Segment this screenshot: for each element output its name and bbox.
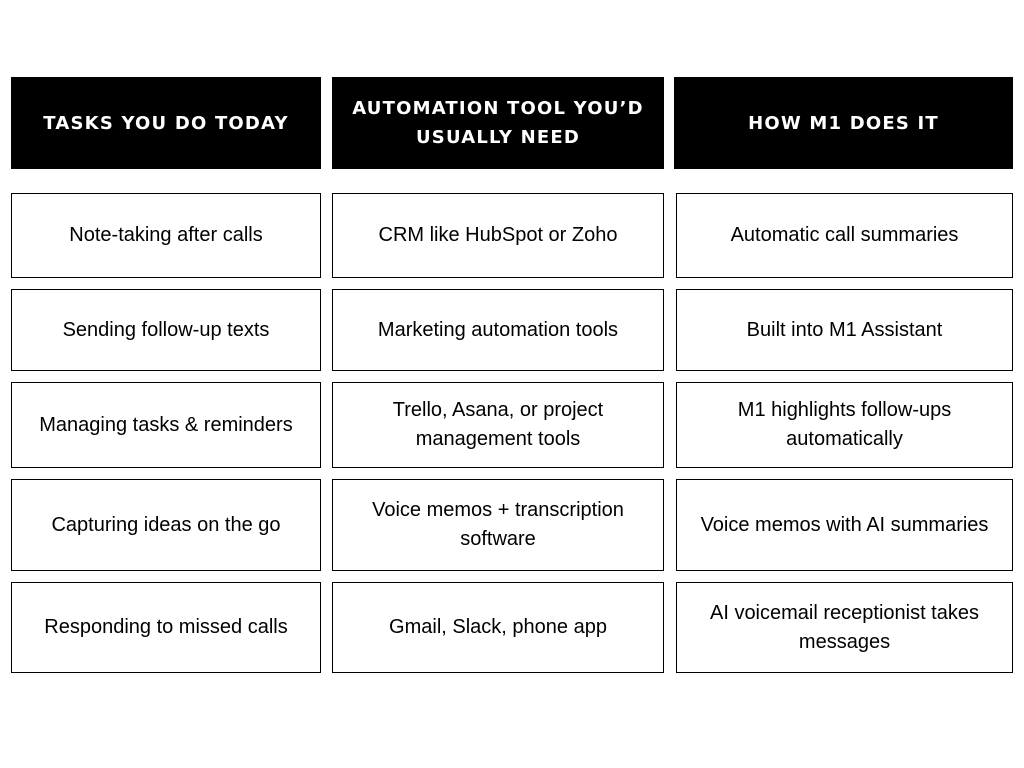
task-cell: Responding to missed calls — [11, 582, 321, 673]
m1-cell: AI voicemail receptionist takes messages — [676, 582, 1013, 673]
task-cell: Capturing ideas on the go — [11, 479, 321, 571]
m1-cell: Voice memos with AI summaries — [676, 479, 1013, 571]
tool-cell: Gmail, Slack, phone app — [332, 582, 664, 673]
header-tasks: TASKS YOU DO TODAY — [11, 77, 321, 169]
m1-cell: Built into M1 Assistant — [676, 289, 1013, 371]
tool-cell: CRM like HubSpot or Zoho — [332, 193, 664, 278]
tool-cell: Trello, Asana, or project management tools — [332, 382, 664, 468]
task-cell: Managing tasks & reminders — [11, 382, 321, 468]
tool-cell: Marketing automation tools — [332, 289, 664, 371]
header-automation-tool: AUTOMATION TOOL YOU’D USUALLY NEED — [332, 77, 664, 169]
task-cell: Note-taking after calls — [11, 193, 321, 278]
tool-cell: Voice memos + transcription software — [332, 479, 664, 571]
m1-cell: Automatic call summaries — [676, 193, 1013, 278]
m1-cell: M1 highlights follow-ups automatically — [676, 382, 1013, 468]
task-cell: Sending follow-up texts — [11, 289, 321, 371]
header-how-m1: HOW M1 DOES IT — [674, 77, 1013, 169]
